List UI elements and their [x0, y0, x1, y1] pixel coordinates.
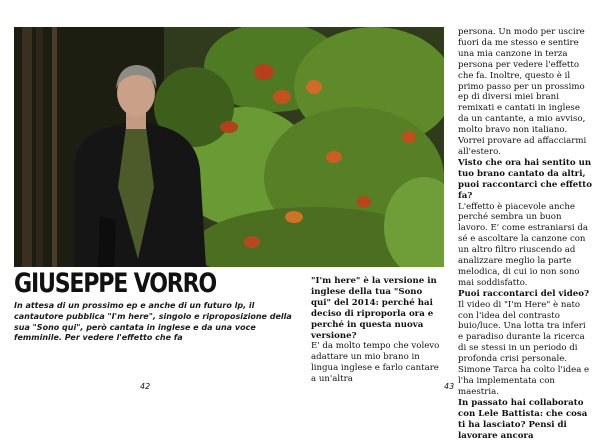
- page-number-left: 42: [140, 382, 151, 391]
- interview-question-2: Visto che ora hai sentito un tuo brano cantato da altri, puoi raccontarci che effetto fa?: [458, 157, 592, 201]
- article-lede: In attesa di un prossimo ep e anche di un futuro lp, il cantautore pubblica "I'm here", singolo e riproposizione della sua "Sono qui", però cantata in inglese e da una voce femminile. Per vedere l'effetto che fa: [14, 301, 292, 343]
- interview-question-4: In passato hai collaborato con Lele Battista: che cosa ti ha lasciato? Pensi di lavorare ancora: [458, 397, 588, 441]
- interview-answer-3: Il video di "I'm Here" è nato con l'idea del contrasto buio/luce. Una lotta tra inferi e paradiso durante la ricerca di se stessi in un periodo di profonda crisi personale. Simone Tarca ha colto l'idea e l'ha implementata con maestria.: [458, 299, 590, 397]
- artist-photo: [14, 27, 444, 267]
- article-column-right: [458, 27, 592, 441]
- interview-question-3: Puoi raccontarci del video?: [458, 288, 590, 299]
- interview-answer-1-continued: persona. Un modo per uscire fuori da me stesso e sentire una mia canzone in terza persona per vedere l'effetto che fa. Inoltre, questo è il primo passo per un prossimo ep di diversi miei brani remixati e cantati in inglese da un cantante, a mio avviso, molto bravo non italiano. Vorrei provare ad affacciarmi all'estero.: [458, 27, 587, 157]
- article-column-middle: [311, 276, 445, 385]
- page-number-right: 43: [444, 382, 455, 391]
- article-headline: GIUSEPPE VORRO: [14, 268, 217, 299]
- interview-question-1: "I'm here" è la versione in inglese della tua "Sono qui" del 2014: perché hai deciso di riproporla ora e perché in questa nuova versione?: [311, 276, 437, 341]
- interview-answer-2: L'effetto è piacevole anche perché sembra un buon lavoro. E' come estraniarsi da sé e ascoltare la canzone con un altro filtro riuscendo ad analizzare meglio la parte melodica, di cui io non sono mai soddisfatto.: [458, 201, 589, 288]
- interview-answer-1: E' da molto tempo che volevo adattare un mio brano in lingua inglese e farlo cantare a un'altra: [311, 341, 440, 385]
